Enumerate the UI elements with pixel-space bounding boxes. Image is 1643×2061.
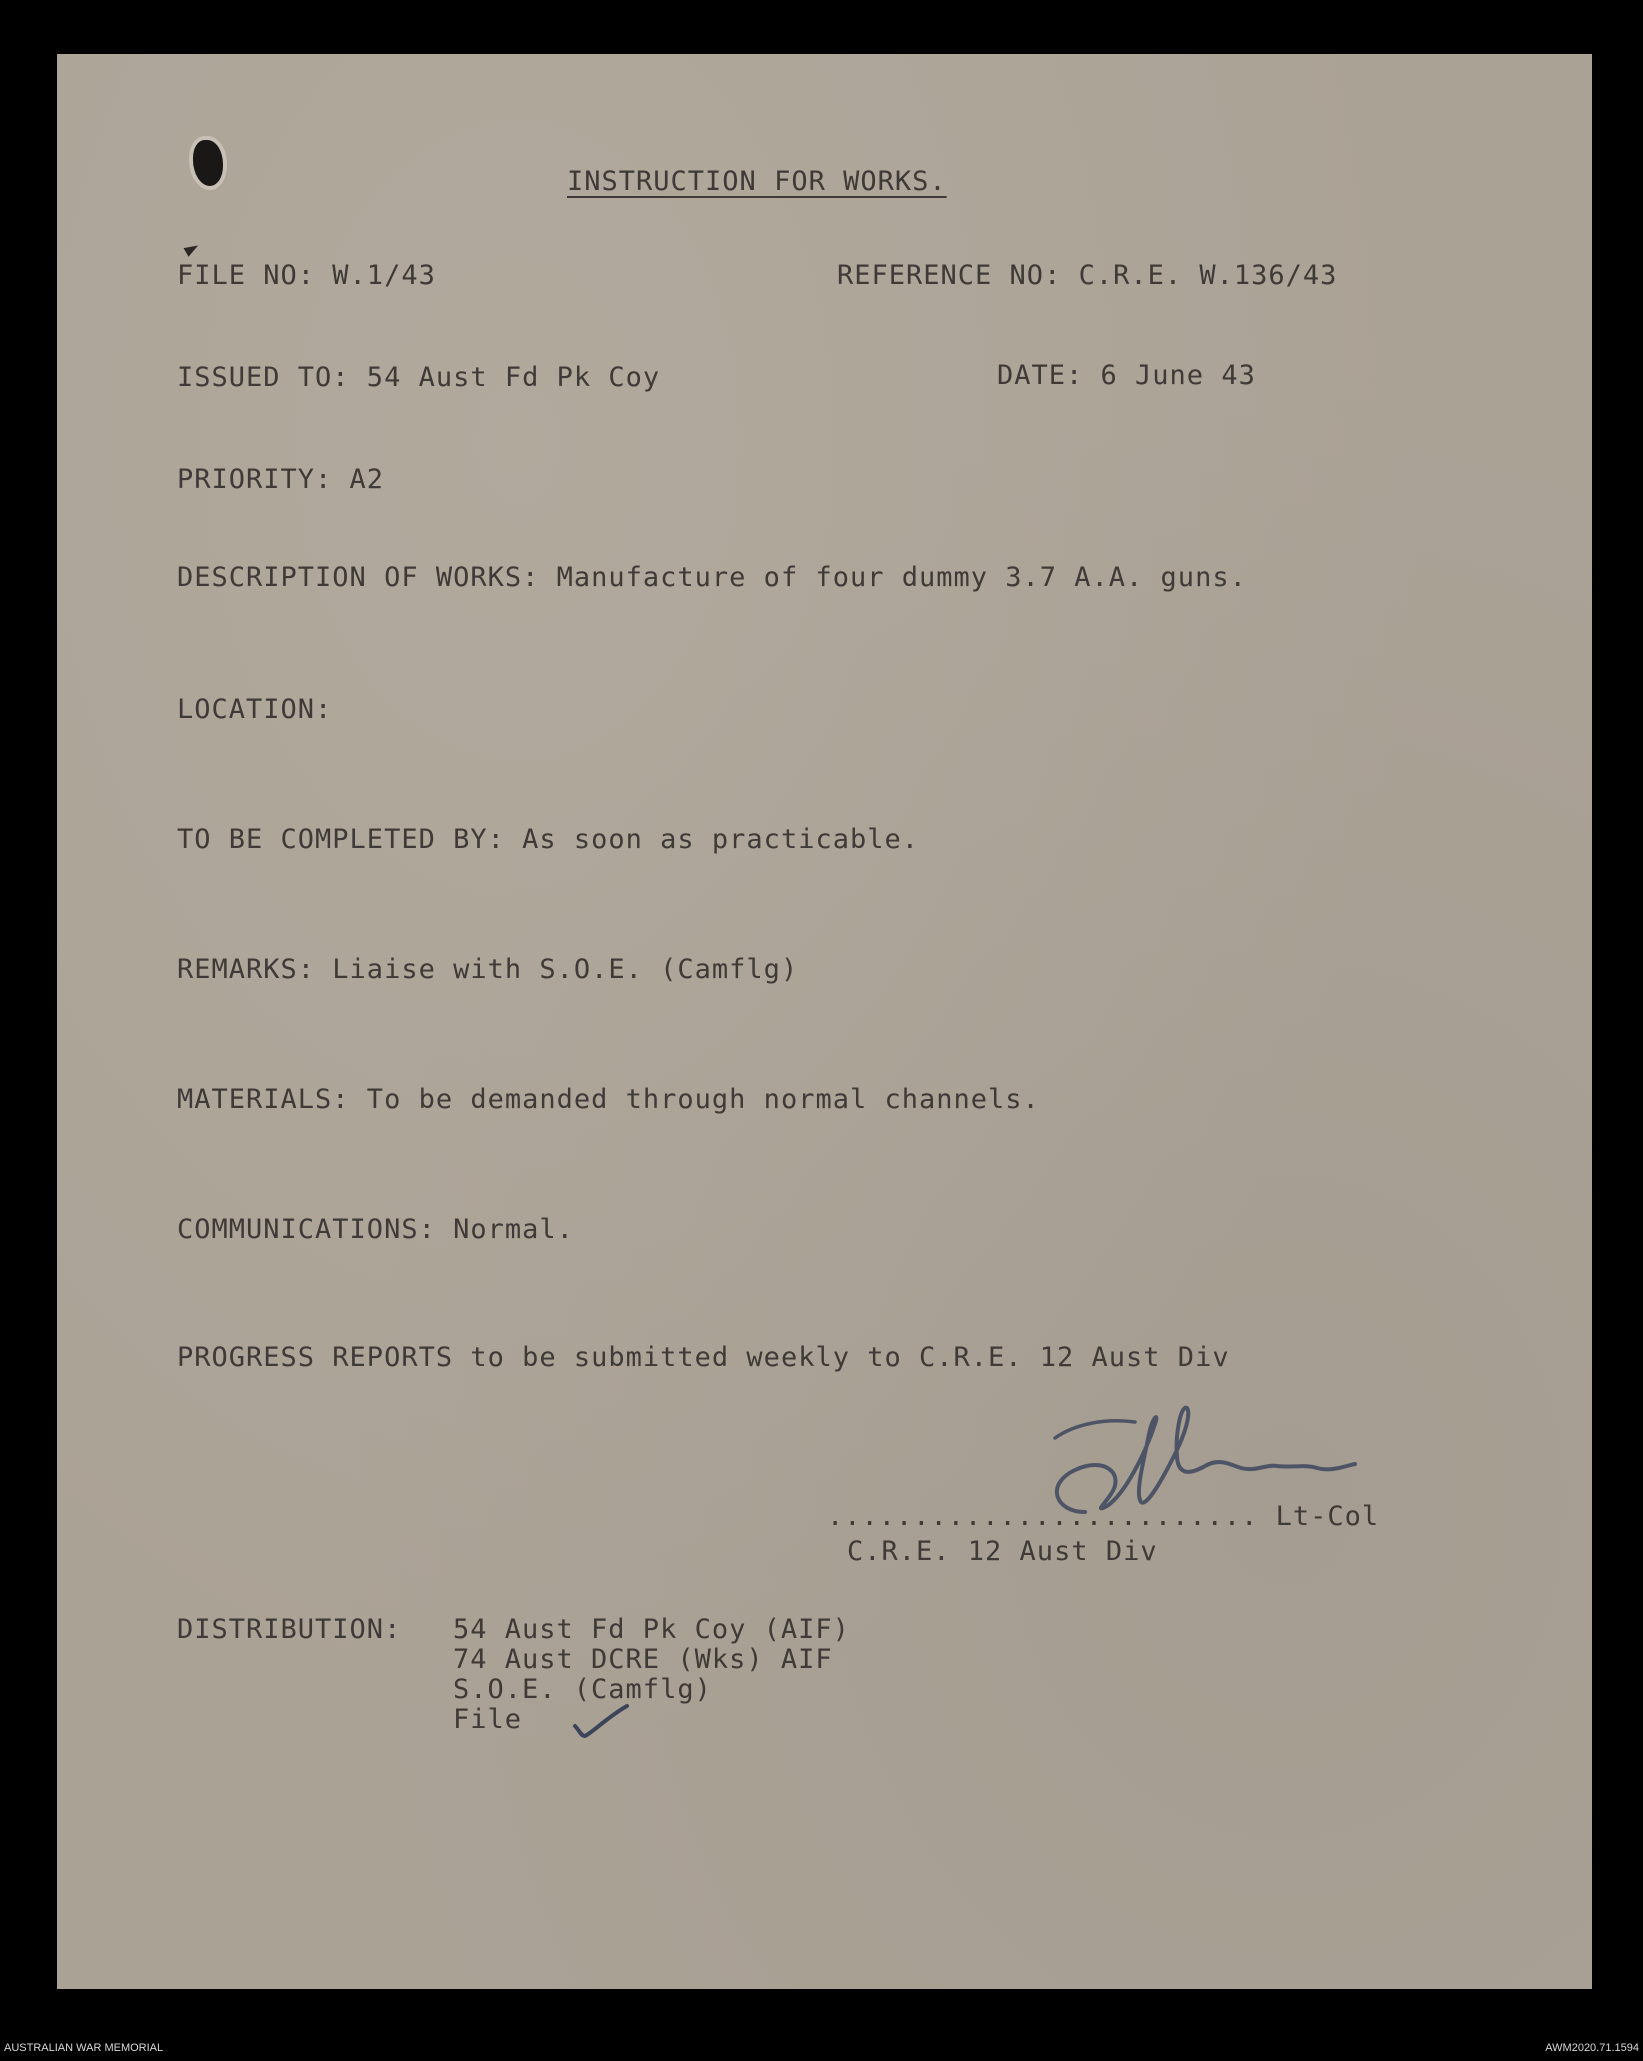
distribution-item: 54 Aust Fd Pk Coy (AIF): [453, 1614, 850, 1645]
priority: PRIORITY: A2: [177, 464, 385, 495]
paper-speck: [183, 241, 200, 257]
signature-line: ......................... Lt-Col: [827, 1501, 1380, 1532]
reference-number: REFERENCE NO: C.R.E. W.136/43: [837, 260, 1338, 291]
check-mark-icon: [571, 1702, 631, 1742]
materials: MATERIALS: To be demanded through normal channels.: [177, 1084, 1040, 1115]
document-page: [57, 54, 1592, 1989]
completion-date: TO BE COMPLETED BY: As soon as practicable.: [177, 824, 919, 855]
document-title: INSTRUCTION FOR WORKS.: [567, 166, 947, 197]
distribution-item: S.O.E. (Camflg): [453, 1674, 712, 1705]
distribution-item: File: [453, 1704, 523, 1735]
file-number: FILE NO: W.1/43: [177, 260, 436, 291]
location: LOCATION:: [177, 694, 333, 725]
issue-date: DATE: 6 June 43: [997, 360, 1256, 391]
signatory: C.R.E. 12 Aust Div: [847, 1536, 1158, 1567]
remarks: REMARKS: Liaise with S.O.E. (Camflg): [177, 954, 799, 985]
punch-hole: [193, 140, 223, 186]
distribution-item: 74 Aust DCRE (Wks) AIF: [453, 1644, 833, 1675]
progress-reports: PROGRESS REPORTS to be submitted weekly to C.R.E. 12 Aust Div: [177, 1342, 1230, 1373]
archive-credit: AUSTRALIAN WAR MEMORIAL: [4, 2042, 164, 2054]
description-of-works: DESCRIPTION OF WORKS: Manufacture of four dummy 3.7 A.A. guns.: [177, 562, 1247, 593]
issued-to: ISSUED TO: 54 Aust Fd Pk Coy: [177, 362, 661, 393]
communications: COMMUNICATIONS: Normal.: [177, 1214, 574, 1245]
archive-id: AWM2020.71.1594: [1545, 2042, 1639, 2054]
distribution-label: DISTRIBUTION:: [177, 1614, 402, 1645]
